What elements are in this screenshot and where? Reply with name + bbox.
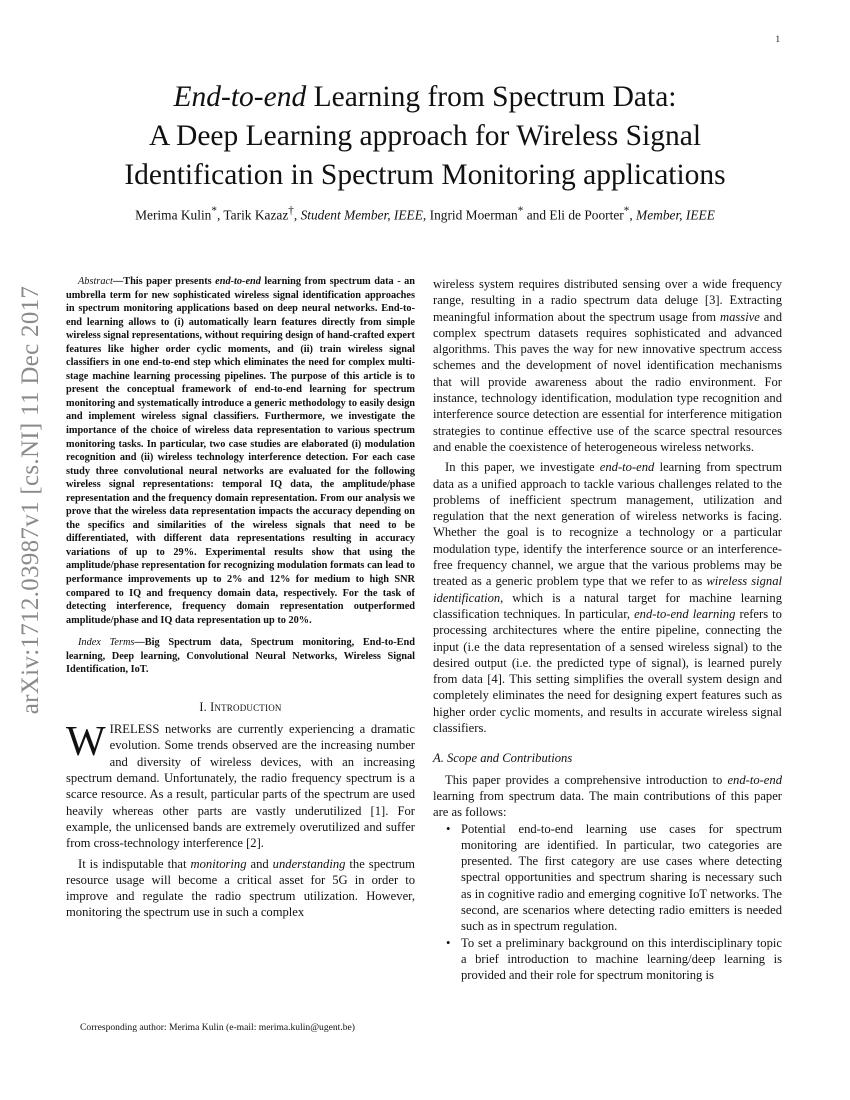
title-line-1-rest: Learning from Spectrum Data: [306, 81, 677, 113]
intro-paragraph [433, 276, 782, 455]
footnote: Corresponding author: Merima Kulin (e-mail: merima.kulin@ugent.be) [80, 1022, 355, 1033]
bullet-icon: • [446, 821, 451, 836]
abstract-text: —This paper presents [112, 276, 216, 287]
intro-text: and complex spectrum datasets requires sophisticated and advanced algorithms. This paves the way for new innovative spectrum access schemes and the development of novel identification mechanisms that will provide awareness about the radio environment. For instance, technology identification, modulation type recognition and interference source detection are essential for interference mitigation strategies to continue effective use of the scarce spectral resources and enable the coexistence of heterogeneous wireless networks. [433, 309, 782, 454]
section-numeral: I. [199, 699, 207, 714]
intro-text: and [246, 856, 273, 871]
contributions-list [433, 821, 782, 984]
drop-cap: W [66, 719, 106, 766]
first-word: IRELESS [109, 722, 160, 737]
emphasis: wireless signal identification [433, 574, 782, 605]
section-heading [66, 699, 415, 715]
intro-paragraph [66, 856, 415, 921]
title-line-1 [174, 81, 677, 113]
emphasis: end-to-end [727, 772, 782, 787]
section-title: Introduction [210, 699, 282, 714]
author-name: Eli de Poorter [549, 207, 624, 223]
intro-paragraph [66, 721, 415, 851]
author-affiliation-mark: † [288, 205, 294, 217]
arxiv-stamp: arXiv:1712.03987v1 [cs.NI] 11 Dec 2017 [17, 285, 44, 715]
list-item [446, 821, 782, 935]
intro-text: , which is a natural target for machine learning classification techniques. In particular, [433, 590, 782, 621]
author-conjunction: and [526, 207, 547, 223]
index-terms-text: —Big Spectrum data, Spectrum monitoring, End-to-End learning, Deep learning, Convolutional Neural Networks, Wireless Signal Identification, IoT. [66, 637, 415, 676]
emphasis: understanding [272, 856, 346, 871]
emphasis: monitoring [190, 856, 247, 871]
index-terms-lead: Index Terms [78, 637, 135, 649]
left-column [66, 275, 415, 921]
subsection-heading [433, 750, 782, 766]
page-number: 1 [775, 34, 780, 44]
emphasis: end-to-end learning [634, 606, 736, 621]
intro-text: wireless system requires distributed sensing over a wide frequency range, resulting in a radio spectrum data deluge [3]. Extracting meaningful information about the spectrum usage from [433, 277, 782, 324]
intro-text: the spectrum resource usage will become a critical asset for 5G in order to improve and regulate the radio spectrum utilization. However, monitoring the spectrum use in such a complex [66, 856, 415, 920]
intro-text: It is indisputable that [78, 856, 191, 871]
intro-text: refers to processing architectures where the entire pipeline, connecting the input (i.e the data representation of a sensed wireless signal) to the desired output (i.e. the predicted type of signal), is learned purely from data [4]. This setting simplifies the overall system design and completely eliminates the need for designing expert features such as higher order cyclic moments, and results in accurate wireless signal classifiers. [433, 606, 782, 736]
author-name: Merima Kulin [135, 207, 212, 223]
title-line-3: Identification in Spectrum Monitoring applications [124, 159, 726, 191]
intro-paragraph [433, 459, 782, 736]
abstract-lead: Abstract [78, 276, 113, 287]
subsection-label: A. [433, 751, 444, 766]
abstract-emphasis: end-to-end [215, 276, 261, 287]
right-column [433, 276, 782, 983]
author-membership: Student Member, IEEE [300, 207, 423, 223]
author-affiliation-mark: * [517, 205, 524, 217]
author-name: Tarik Kazaz [223, 207, 289, 223]
scope-text: This paper provides a comprehensive introduction to [445, 772, 728, 787]
title-line-2: A Deep Learning approach for Wireless Signal [148, 120, 702, 152]
title-emphasis: End-to-end [173, 81, 307, 113]
intro-text: In this paper, we investigate [445, 460, 600, 475]
list-item-text: Potential end-to-end learning use cases for spectrum monitoring are identified. In particular, two categories are presented. The first category are use cases where detecting spectral opportunities and spectrum sharing is necessary such as in cognitive radio and emerging cognitive IoT networks. The second, are scenarios where detecting radio emitters is needed such as in spectrum regulation. [461, 821, 782, 934]
author-membership: Member, IEEE [636, 207, 715, 223]
list-item-text: To set a preliminary background on this interdisciplinary topic a brief introduction to machine learning/deep learning is provided and their role for spectrum monitoring is [461, 935, 782, 983]
paper-title [40, 78, 810, 195]
emphasis: massive [720, 309, 760, 324]
emphasis: end-to-end [599, 460, 655, 475]
bullet-icon: • [446, 935, 451, 950]
list-item [446, 935, 782, 984]
author-list: Merima Kulin*, Tarik Kazaz†, Student Member, IEEE, Ingrid Moerman* and Eli de Poorter*, Member, IEEE [135, 205, 715, 223]
author-name: Ingrid Moerman [429, 207, 518, 223]
author-affiliation-mark: * [623, 205, 630, 217]
intro-text: networks are currently experiencing a dramatic evolution. Some trends observed are the increasing number and diversity of wireless devices, with an increasing spectrum demand. Unfortunately, the radio frequency spectrum is a scarce resource. As a result, particular parts of the spectrum are used heavily whereas other parts are vastly underutilized [1]. For example, the unlicensed bands are extremely overutilized and suffer from cross-technology interference [2]. [66, 722, 415, 851]
index-terms [66, 636, 415, 677]
abstract-text: learning from spectrum data - an umbrella term for new sophisticated wireless signal identification approaches in spectrum monitoring applications based on deep neural networks. End-to-end learning allows to (i) automatically learn features directly from simple wireless signal representations, without requiring design of hand-crafted expert features like higher order cyclic moments, and (ii) train wireless signal classifiers in one end-to-end step which eliminates the need for complex multi-stage machine learning processing pipelines. The purpose of this article is to present the conceptual framework of end-to-end learning for spectrum monitoring and systematically introduce a generic methodology to easily design and implement wireless signal classifiers. Furthermore, we investigate the importance of the choice of wireless data representation to various spectrum monitoring tasks. In particular, two case studies are elaborated (i) modulation recognition and (ii) wireless technology interference detection. For each case study three convolutional neural networks are evaluated for the following wireless signal representations: temporal IQ data, the amplitude/phase representation and the frequency domain representation. From our analysis we prove that the wireless data representation impacts the accuracy depending on the specifics and similarities of the wireless signals that need to be differentiated, with different data representations resulting in accuracy variations of up to 29%. Experimental results show that using the amplitude/phase representation for recognizing modulation formats can lead to performance improvements up to 2% and 12% for medium to high SNR compared to IQ and frequency domain data, respectively. For the task of detecting interference, frequency domain representation outperformed amplitude/phase and IQ data representation up to 20%. [66, 276, 416, 626]
subsection-title: Scope and Contributions [447, 751, 573, 766]
intro-text: learning from spectrum data as a unified approach to tackle various challenges related to the problems of inefficient spectrum management, utilization and regulation that the next generation of wireless networks is facing. Whether the goal is to recognize a technology or a particular modulation type, identify the interference source or an interference-free frequency channel, we argue that the various problems may be treated as a generic problem type that we refer to as [433, 460, 782, 589]
scope-text: learning from spectrum data. The main contributions of this paper are as follows: [433, 788, 782, 820]
abstract [66, 275, 415, 627]
scope-paragraph [433, 772, 782, 821]
author-affiliation-mark: * [211, 205, 217, 217]
